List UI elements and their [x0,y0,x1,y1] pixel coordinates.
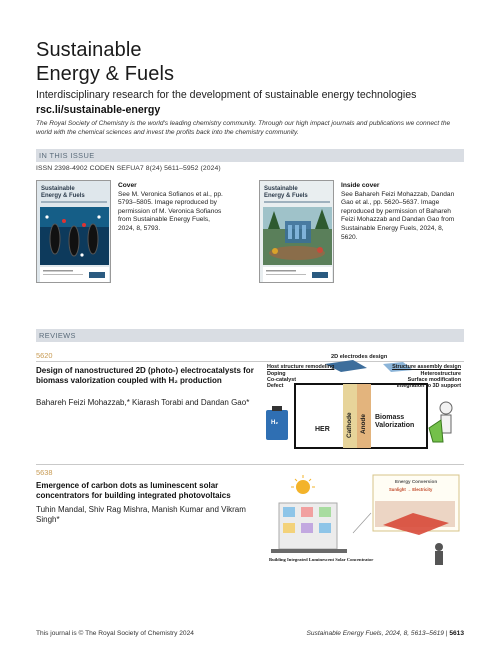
front-cover-text: See M. Veronica Sofianos et al., pp. 5793–5805. Image reproduced by permission of M. Veronica Sofianos from Sustainable Energy Fuels, 2024, 8, 5793. [118,190,223,232]
front-cover-art [37,181,111,283]
fig1-h2-label: H₂ [271,420,278,426]
rsc-note: The Royal Society of Chemistry is the world's leading chemistry community. Through our high impact journals and publications we connect the world with the chemical sciences and invest the profits back into the chemistry community. [36,120,451,136]
fig1-left-item-3: Defect [267,383,284,389]
fig1-left-item-1: Doping [267,371,286,377]
inside-cover-heading: Inside cover [341,182,380,189]
article-1-graphical-abstract [263,354,463,458]
issn-line: ISSN 2398-4902 CODEN SEFUA7 8(24) 5611–5952 (2024) [36,165,221,172]
journal-title [36,38,174,86]
article-divider [36,464,464,465]
front-cover-title: Sustainable Energy & Fuels [41,186,85,199]
front-cover-caption [118,182,226,234]
fig2-inset-sub: Sunlight → Electricity [389,487,433,492]
journal-tagline: Interdisciplinary research for the development of sustainable energy technologies [36,89,417,101]
fig2-inset-title: Energy Conversion [395,479,438,484]
fig1-anode-label: Anode [360,414,367,434]
fig1-right-heading: Structure assembly design [392,364,461,370]
front-cover-heading: Cover [118,182,137,189]
fig1-right-item-3: Integration to 3D support [396,383,461,389]
fig1-right-item-1: Heterostructure [420,371,461,377]
fig1-biomass-label: Biomass Valorization [375,414,415,429]
article-authors: Tuhin Mandal, Shiv Rag Mishra, Manish Kumar and Vikram Singh* [36,505,246,524]
journal-title-line2: Energy & Fuels [36,63,175,85]
fig1-top-label: 2D electrodes design [331,354,388,360]
fig1-left-item-2: Co-catalyst [267,377,297,383]
inside-cover-caption [341,182,459,242]
reviews-bar: REVIEWS [36,329,464,342]
article-title[interactable]: Design of nanostructured 2D (photo-) electrocatalysts for biomass valorization coupled with H₂ production [36,366,254,385]
footer-citation-text: Sustainable Energy Fuels, 2024, 8, 5613–5619 | [306,630,450,637]
journal-url[interactable]: rsc.li/sustainable-energy [36,104,161,116]
article-title[interactable]: Emergence of carbon dots as luminescent solar concentrators for building integrated photovoltaics [36,481,231,500]
footer-citation [306,630,464,637]
fig1-right-item-2: Surface modification [407,377,461,383]
inside-cover-text: See Bahareh Feizi Mohazzab, Dandan Gao et al., pp. 5620–5637. Image reproduced by permission of Bahareh Feizi Mohazzab and Dandan Gao from Sustainable Energy Fuels, 2024, 8, 5620. [341,190,455,241]
inside-cover-art [260,181,334,283]
front-cover-image[interactable] [36,180,111,283]
inside-cover-title: Sustainable Energy & Fuels [264,186,308,199]
fig1-left-heading: Host structure remodeling [267,364,335,370]
article-2-graphical-abstract [263,473,463,571]
footer-page-number: 5613 [449,630,464,637]
fig1-her-label: HER [315,426,330,433]
article-page-number[interactable]: 5638 [36,468,53,477]
footer-copyright: This journal is © The Royal Society of Chemistry 2024 [36,630,194,637]
in-this-issue-bar: IN THIS ISSUE [36,149,464,162]
inside-cover-image[interactable] [259,180,334,283]
fig2-caption: Building Integrated Luminescent Solar Concentrator [269,557,374,562]
fig1-cathode-label: Cathode [346,412,353,438]
journal-title-line1: Sustainable [36,39,142,61]
article-authors: Bahareh Feizi Mohazzab,* Kiarash Torabi and Dandan Gao* [36,398,250,407]
article-page-number[interactable]: 5620 [36,351,53,360]
